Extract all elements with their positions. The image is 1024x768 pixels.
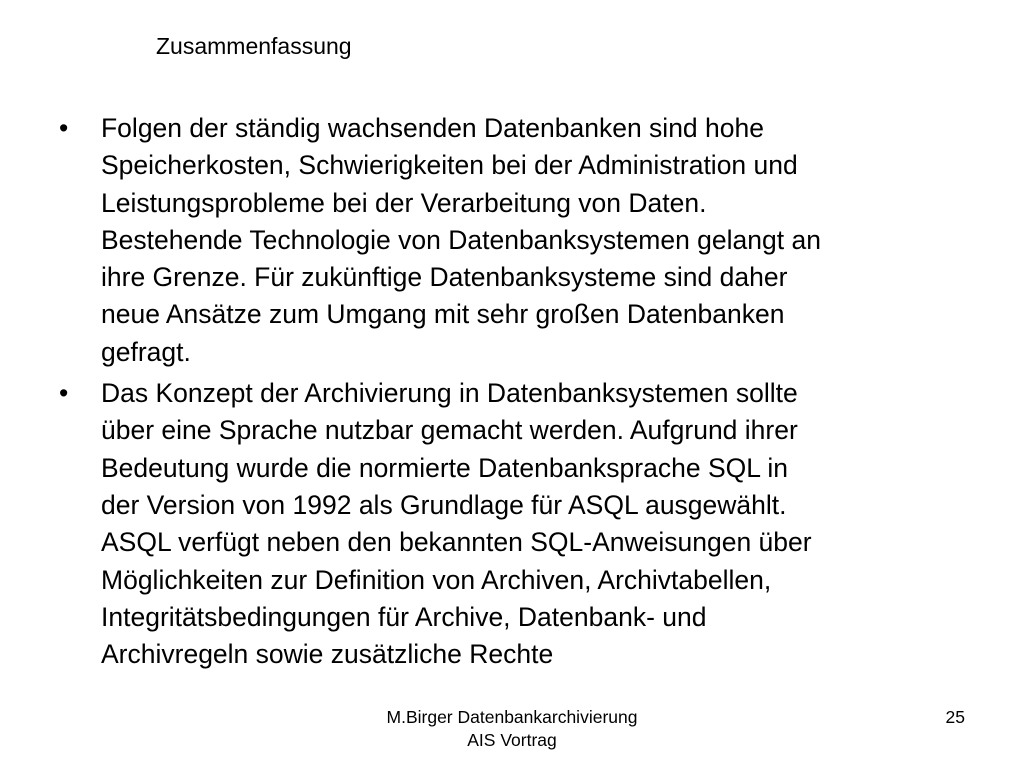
bullet-marker: • xyxy=(59,378,69,409)
slide-footer xyxy=(300,706,724,752)
bullet-text-line: Integritätsbedingungen für Archive, Datenbank- und xyxy=(101,601,707,632)
bullet-text-line: über eine Sprache nutzbar gemacht werden. Aufgrund ihrer xyxy=(101,415,798,446)
footer-author-title: M.Birger Datenbankarchivierung xyxy=(386,707,638,727)
bullet-text-line: Bedeutung wurde die normierte Datenbanksprache SQL in xyxy=(101,452,788,483)
bullet-item xyxy=(56,375,956,673)
bullet-text-line: gefragt. xyxy=(101,336,191,367)
bullet-text-line: Möglichkeiten zur Definition von Archiven, Archivtabellen, xyxy=(101,564,772,595)
page-number: 25 xyxy=(945,707,965,727)
bullet-text-line: Leistungsprobleme bei der Verarbeitung von Daten. xyxy=(101,187,707,218)
bullet-text-line: Speicherkosten, Schwierigkeiten bei der Administration und xyxy=(101,150,798,181)
bullet-text-line: Folgen der ständig wachsenden Datenbanken sind hohe xyxy=(101,113,764,143)
bullet-text-line: Das Konzept der Archivierung in Datenbanksystemen sollte xyxy=(101,378,798,409)
footer-subtitle: AIS Vortrag xyxy=(467,730,557,750)
bullet-text-line: ASQL verfügt neben den bekannten SQL-Anweisungen über xyxy=(101,527,812,558)
bullet-text-line: neue Ansätze zum Umgang mit sehr großen Datenbanken xyxy=(101,299,785,330)
bullet-marker: • xyxy=(59,113,69,143)
slide-title: Zusammenfassung xyxy=(156,33,352,59)
bullet-text-line: der Version von 1992 als Grundlage für ASQL ausgewählt. xyxy=(101,489,787,520)
bullet-item xyxy=(56,110,956,371)
bullet-text-line: ihre Grenze. Für zukünftige Datenbanksysteme sind daher xyxy=(101,262,788,293)
bullet-text-line: Archivregeln sowie zusätzliche Rechte xyxy=(101,639,554,670)
bullet-text-line: Bestehende Technologie von Datenbanksystemen gelangt an xyxy=(101,224,821,255)
bullet-list xyxy=(56,110,956,677)
